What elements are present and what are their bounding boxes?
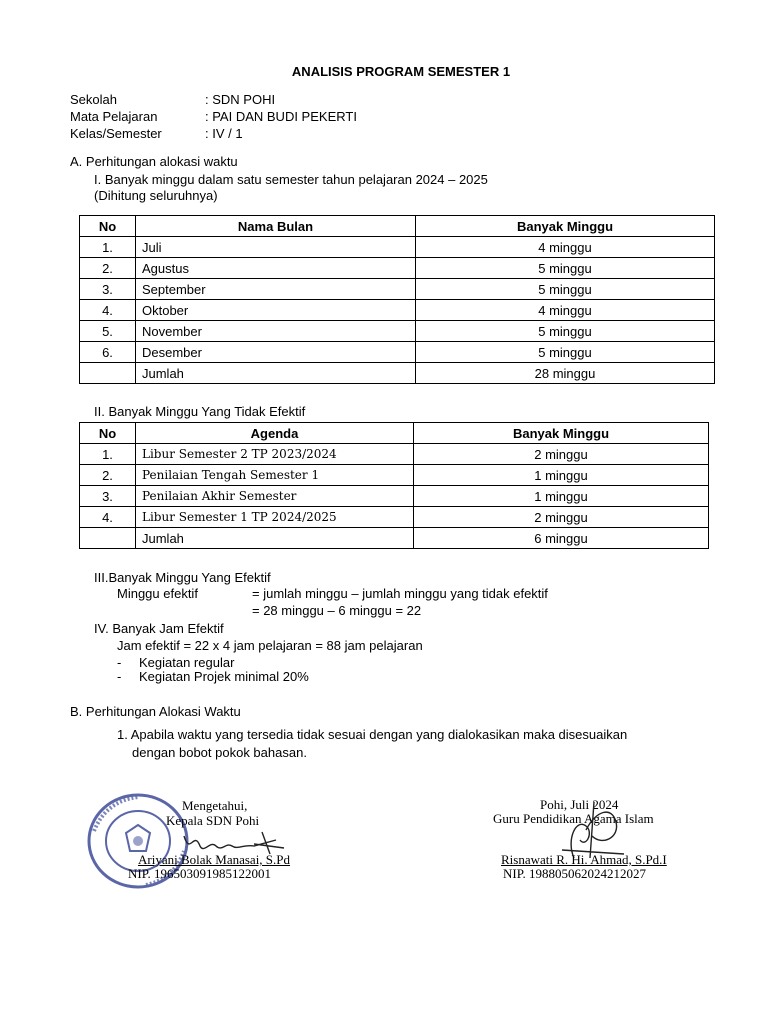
row-weeks: 2 minggu (414, 444, 709, 465)
table-header-row (80, 216, 715, 237)
column-header-agenda: Agenda (136, 423, 414, 444)
row-agenda: Libur Semester 1 TP 2024/2025 (136, 507, 414, 528)
total-label: Jumlah (136, 363, 416, 384)
row-no: 6. (80, 342, 136, 363)
table-row (80, 444, 709, 465)
bullet-item: Kegiatan regular (139, 655, 235, 670)
row-no: 4. (80, 300, 136, 321)
sign-left-name: Ariyani Bolak Manasai, S.Pd (138, 852, 291, 867)
table-row (80, 300, 715, 321)
row-no: 3. (80, 279, 136, 300)
page-title: ANALISIS PROGRAM SEMESTER 1 (291, 64, 511, 79)
row-month: Desember (136, 342, 416, 363)
table-row (80, 465, 709, 486)
row-month: September (136, 279, 416, 300)
section-a-sub4-heading: IV. Banyak Jam Efektif (94, 621, 224, 636)
section-a-sub1-line1: I. Banyak minggu dalam satu semester tahun pelajaran 2024 – 2025 (94, 172, 488, 187)
effective-weeks-label: Minggu efektif (117, 586, 198, 601)
bullet-item: Kegiatan Projek minimal 20% (139, 669, 309, 684)
sign-left-line2: Kepala SDN Pohi (166, 813, 260, 828)
section-b-heading: B. Perhitungan Alokasi Waktu (70, 704, 241, 719)
effective-weeks-formula: = jumlah minggu – jumlah minggu yang tidak efektif (252, 586, 548, 601)
row-agenda: Libur Semester 2 TP 2023/2024 (136, 444, 414, 465)
column-header-weeks: Banyak Minggu (414, 423, 709, 444)
column-header-weeks: Banyak Minggu (416, 216, 715, 237)
info-label-class: Kelas/Semester (70, 126, 162, 141)
table-row (80, 321, 715, 342)
section-b-item-line2: dengan bobot pokok bahasan. (132, 745, 307, 760)
row-agenda: Penilaian Tengah Semester 1 (136, 465, 414, 486)
section-a-sub3-heading: III.Banyak Minggu Yang Efektif (94, 570, 271, 585)
row-weeks: 2 minggu (414, 507, 709, 528)
table-row (80, 258, 715, 279)
table-row (80, 279, 715, 300)
row-no: 3. (80, 486, 136, 507)
table-header-row (80, 423, 709, 444)
info-label-subject: Mata Pelajaran (70, 109, 158, 124)
section-a-heading: A. Perhitungan alokasi waktu (70, 154, 238, 169)
effective-weeks-result: = 28 minggu – 6 minggu = 22 (252, 603, 422, 618)
row-weeks: 4 minggu (416, 237, 715, 258)
row-no: 1. (80, 444, 136, 465)
total-label: Jumlah (136, 528, 414, 549)
sign-right-nip: NIP. 198805062024212027 (503, 866, 647, 881)
table-total-row (80, 528, 709, 549)
row-weeks: 1 minggu (414, 486, 709, 507)
weeks-per-month-table (79, 215, 715, 384)
row-month: Agustus (136, 258, 416, 279)
info-value-subject: : PAI DAN BUDI PEKERTI (205, 109, 357, 124)
row-weeks: 5 minggu (416, 342, 715, 363)
row-month: November (136, 321, 416, 342)
sign-right-name: Risnawati R. Hi. Ahmad, S.Pd.I (501, 852, 667, 867)
row-weeks: 1 minggu (414, 465, 709, 486)
row-no: 4. (80, 507, 136, 528)
column-header-month: Nama Bulan (136, 216, 416, 237)
bullet-dash: - (117, 655, 122, 670)
section-a-sub2-heading: II. Banyak Minggu Yang Tidak Efektif (94, 404, 306, 419)
row-weeks: 5 minggu (416, 321, 715, 342)
table-total-row (80, 363, 715, 384)
bullet-dash: - (117, 669, 122, 684)
row-weeks: 4 minggu (416, 300, 715, 321)
row-no: 1. (80, 237, 136, 258)
table-row (80, 486, 709, 507)
row-month: Juli (136, 237, 416, 258)
non-effective-weeks-table (79, 422, 709, 549)
row-no: 2. (80, 465, 136, 486)
column-header-no: No (80, 216, 136, 237)
column-header-no: No (80, 423, 136, 444)
row-month: Oktober (136, 300, 416, 321)
sign-left-nip: NIP. 196503091985122001 (128, 866, 272, 881)
info-label-school: Sekolah (70, 92, 117, 107)
row-agenda: Penilaian Akhir Semester (136, 486, 414, 507)
effective-hours-formula: Jam efektif = 22 x 4 jam pelajaran = 88 jam pelajaran (117, 638, 423, 653)
sign-left-line1: Mengetahui, (182, 798, 248, 813)
sign-right-role: Guru Pendidikan Agama Islam (493, 811, 654, 826)
table-row (80, 342, 715, 363)
table-row (80, 507, 709, 528)
section-a-sub1-line2: (Dihitung seluruhnya) (94, 188, 218, 203)
info-value-class: : IV / 1 (205, 126, 243, 141)
row-weeks: 5 minggu (416, 279, 715, 300)
section-b-item-line1: 1. Apabila waktu yang tersedia tidak sesuai dengan yang dialokasikan maka disesuaikan (117, 727, 628, 742)
row-no: 2. (80, 258, 136, 279)
table-row (80, 237, 715, 258)
row-no: 5. (80, 321, 136, 342)
info-value-school: : SDN POHI (205, 92, 276, 107)
total-no-cell (80, 363, 136, 384)
total-value: 28 minggu (416, 363, 715, 384)
sign-right-date: Pohi, Juli 2024 (540, 797, 619, 812)
row-weeks: 5 minggu (416, 258, 715, 279)
total-value: 6 minggu (414, 528, 709, 549)
total-no-cell (80, 528, 136, 549)
